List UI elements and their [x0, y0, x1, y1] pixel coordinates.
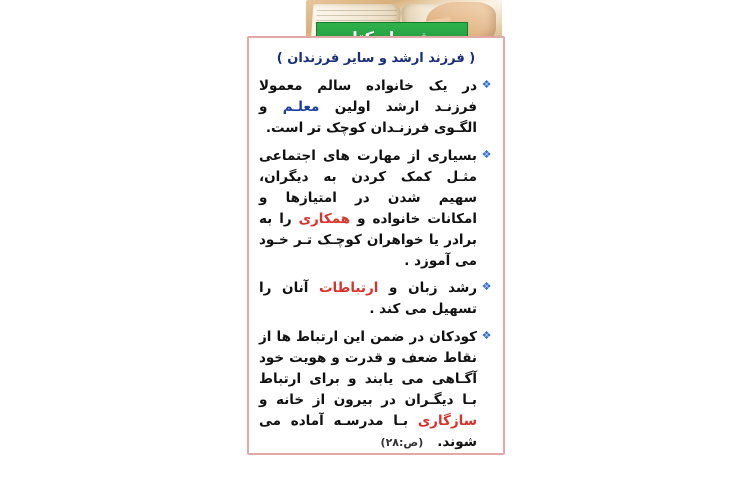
bullet-diamond-icon: ❖	[481, 78, 492, 92]
list-item	[259, 327, 493, 453]
card-inner	[249, 38, 503, 468]
bullet-diamond-icon: ❖	[481, 329, 492, 343]
text-segment-highlight: معلـم	[282, 99, 320, 116]
document-subtitle: ( فرزند ارشد و سایر فرزندان )	[276, 51, 476, 66]
bullet-list	[259, 76, 493, 453]
list-item-text	[259, 327, 477, 453]
text-segment-highlight: ارتباطات	[318, 280, 379, 297]
text-segment: و الگـوی فرزنـدان کوچک تر است.	[259, 99, 477, 137]
page-reference: (ص:۲۸)	[380, 435, 424, 449]
list-item	[259, 278, 493, 320]
text-segment: رشد زبان و	[378, 280, 477, 297]
text-segment: در یک خانواده سالم معمولا فرزنـد ارشد اولین	[259, 78, 478, 116]
text-segment: بسیاری از مهارت های اجتماعی مثـل کمک کردن به دیگران، سهیم شدن در امتیازها و امکانات خانواده و	[259, 147, 477, 227]
list-item	[259, 76, 493, 139]
text-segment: را به برادر یا خواهران کوچـک تـر خـود می آموزد .	[259, 210, 477, 269]
list-item	[259, 146, 493, 272]
list-item-text	[259, 146, 477, 272]
text-segment: کودکان در ضمن این ارتباط ها از نقاط ضعف و قدرت و هویت خود آگـاهی می یابند و برای ارتباط بـا دیگـران در بیرون از خانه و	[259, 329, 477, 409]
bullet-diamond-icon: ❖	[481, 280, 492, 294]
text-segment-highlight: همکاری	[298, 210, 351, 227]
text-segment-highlight: سازگاری	[417, 413, 477, 430]
text-segment: آنان را تسهیل می کند .	[259, 280, 477, 318]
content-card	[247, 36, 505, 455]
list-item-text	[259, 76, 477, 139]
list-item-text	[259, 278, 477, 320]
text-segment: بـا مدرسـه آماده می شوند.	[259, 413, 477, 450]
bullet-diamond-icon: ❖	[481, 147, 492, 161]
